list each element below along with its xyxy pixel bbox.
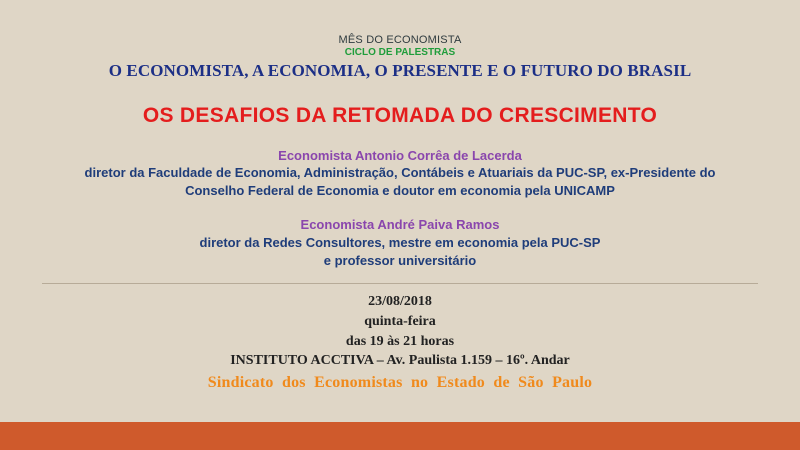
section-divider (42, 283, 758, 284)
event-hours: das 19 às 21 horas (345, 334, 455, 349)
speaker-1-bio-line-1: diretor da Faculdade de Economia, Administração, Contábeis e Atuariais da PUC-SP, ex-Presidente do (84, 165, 716, 180)
month-label: MÊS DO ECONOMISTA (338, 34, 462, 46)
main-title: O ECONOMISTA, A ECONOMIA, O PRESENTE E O FUTURO DO BRASIL (108, 61, 692, 80)
organizer-name: Sindicato dos Economistas no Estado de São Paulo (207, 374, 593, 391)
speaker-1-name: Economista Antonio Corrêa de Lacerda (278, 148, 522, 163)
event-date: 23/08/2018 (368, 294, 432, 309)
talk-subtitle: OS DESAFIOS DA RETOMADA DO CRESCIMENTO (142, 104, 658, 127)
speaker-2-name: Economista André Paiva Ramos (300, 217, 500, 232)
series-label: CICLO DE PALESTRAS (344, 47, 456, 58)
speaker-1-bio-line-2: Conselho Federal de Economia e doutor em economia pela UNICAMP (185, 183, 615, 198)
speaker-2-bio-line-1: diretor da Redes Consultores, mestre em economia pela PUC-SP (199, 235, 601, 250)
event-weekday: quinta-feira (364, 314, 436, 329)
event-venue: INSTITUTO ACCTIVA – Av. Paulista 1.159 – 16º. Andar (230, 353, 570, 368)
footer-band (0, 422, 800, 450)
speaker-2-bio-line-2: e professor universitário (323, 253, 477, 268)
